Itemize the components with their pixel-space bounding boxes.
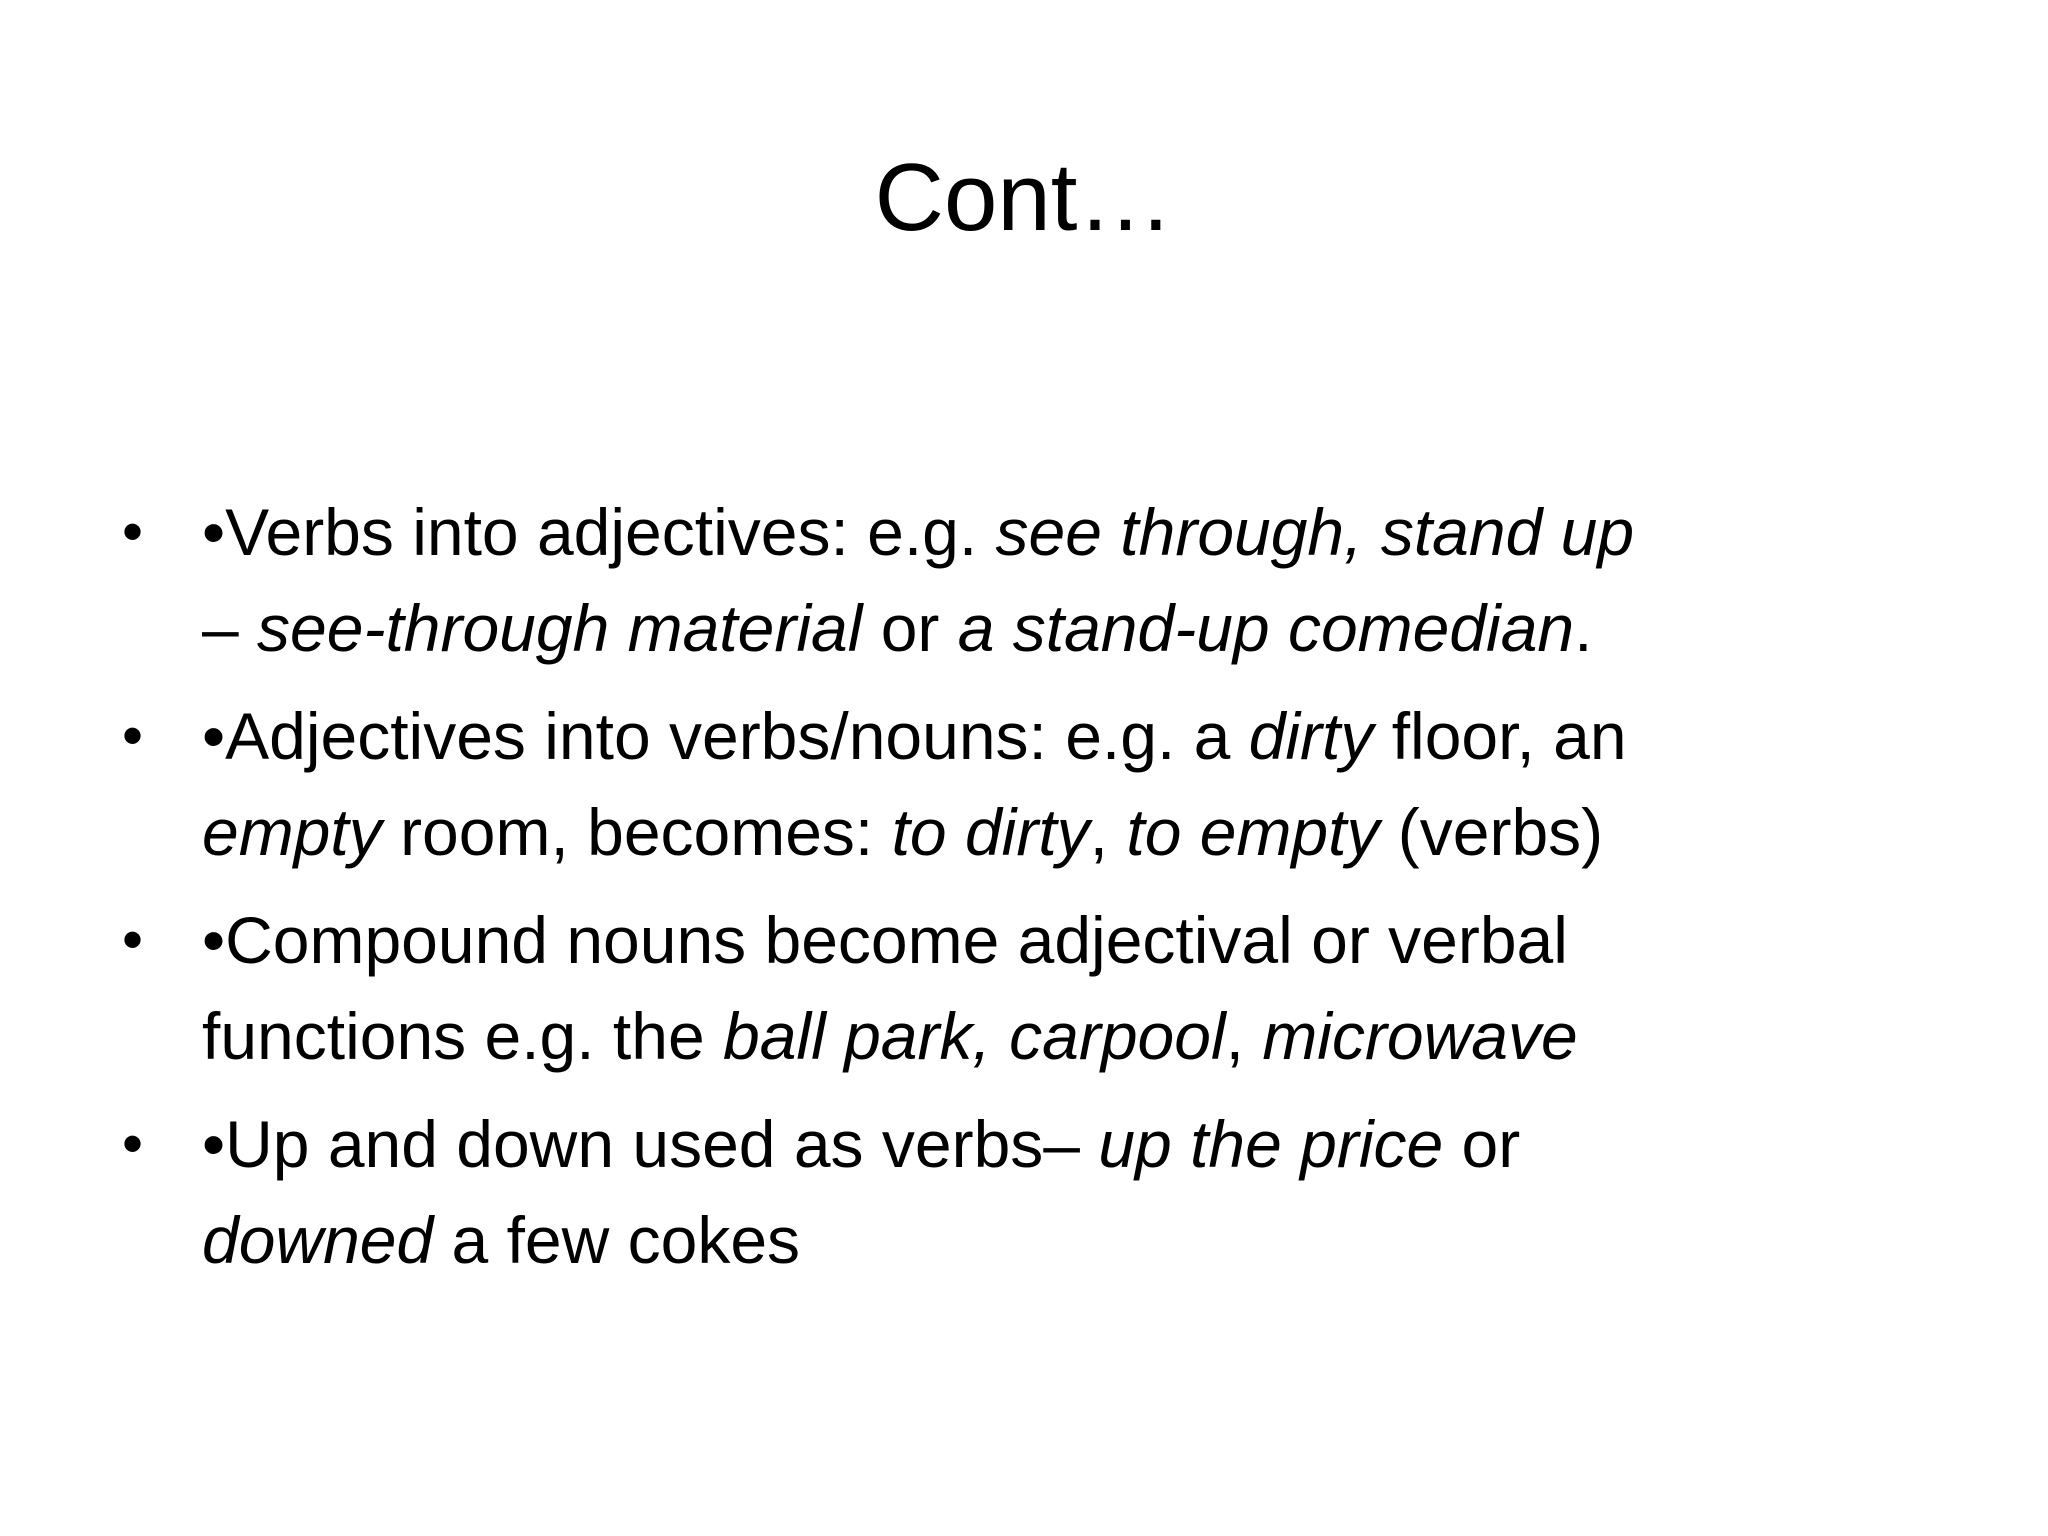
bullet-text: or — [1443, 1107, 1521, 1181]
bullet-text: – — [202, 591, 258, 665]
bullet-item — [122, 688, 1962, 880]
slide-title: Cont… — [874, 144, 1174, 251]
bullet-text: functions e.g. the — [202, 999, 724, 1073]
italic-text: dirty — [1248, 699, 1374, 773]
bullet-text: , — [1225, 999, 1263, 1073]
bullet-text: •Verbs into adjectives: e.g. — [202, 495, 996, 569]
bullet-line — [202, 1096, 1962, 1192]
italic-text: up the price — [1098, 1107, 1444, 1181]
bullet-text: (verbs) — [1379, 795, 1604, 869]
bullet-text: floor, an — [1373, 699, 1627, 773]
bullet-line — [202, 484, 1962, 580]
bullet-line — [202, 580, 1962, 676]
bullet-marker: • — [122, 906, 144, 973]
italic-text: see-through material — [257, 591, 863, 665]
bullet-line — [202, 892, 1962, 988]
italic-text: to dirty — [891, 795, 1090, 869]
italic-text: to empty — [1126, 795, 1380, 869]
bullet-marker: • — [122, 498, 144, 565]
bullet-text: . — [1574, 591, 1593, 665]
bullet-item — [122, 484, 1962, 676]
bullet-line — [202, 988, 1962, 1084]
bullet-item — [122, 1096, 1962, 1288]
bullet-marker: • — [122, 1110, 144, 1177]
bullet-text: a few cokes — [433, 1203, 801, 1277]
italic-text: empty — [202, 795, 382, 869]
bullet-text: or — [862, 591, 958, 665]
bullet-text: •Compound nouns become adjectival or verbal — [202, 903, 1568, 977]
bullet-text: •Adjectives into verbs/nouns: e.g. a — [202, 699, 1249, 773]
bullet-line — [202, 688, 1962, 784]
italic-text: ball park, carpool — [723, 999, 1226, 1073]
bullet-marker: • — [122, 702, 144, 769]
bullet-line — [202, 1192, 1962, 1288]
bullet-text: •Up and down used as verbs– — [202, 1107, 1099, 1181]
italic-text: a stand-up comedian — [957, 591, 1575, 665]
bullet-text: , — [1089, 795, 1127, 869]
italic-text: see through, stand up — [995, 495, 1635, 569]
bullet-list — [122, 484, 1962, 1300]
bullet-text: room, becomes: — [381, 795, 892, 869]
italic-text: downed — [202, 1203, 434, 1277]
bullet-line — [202, 784, 1962, 880]
bullet-item — [122, 892, 1962, 1084]
italic-text: microwave — [1262, 999, 1578, 1073]
